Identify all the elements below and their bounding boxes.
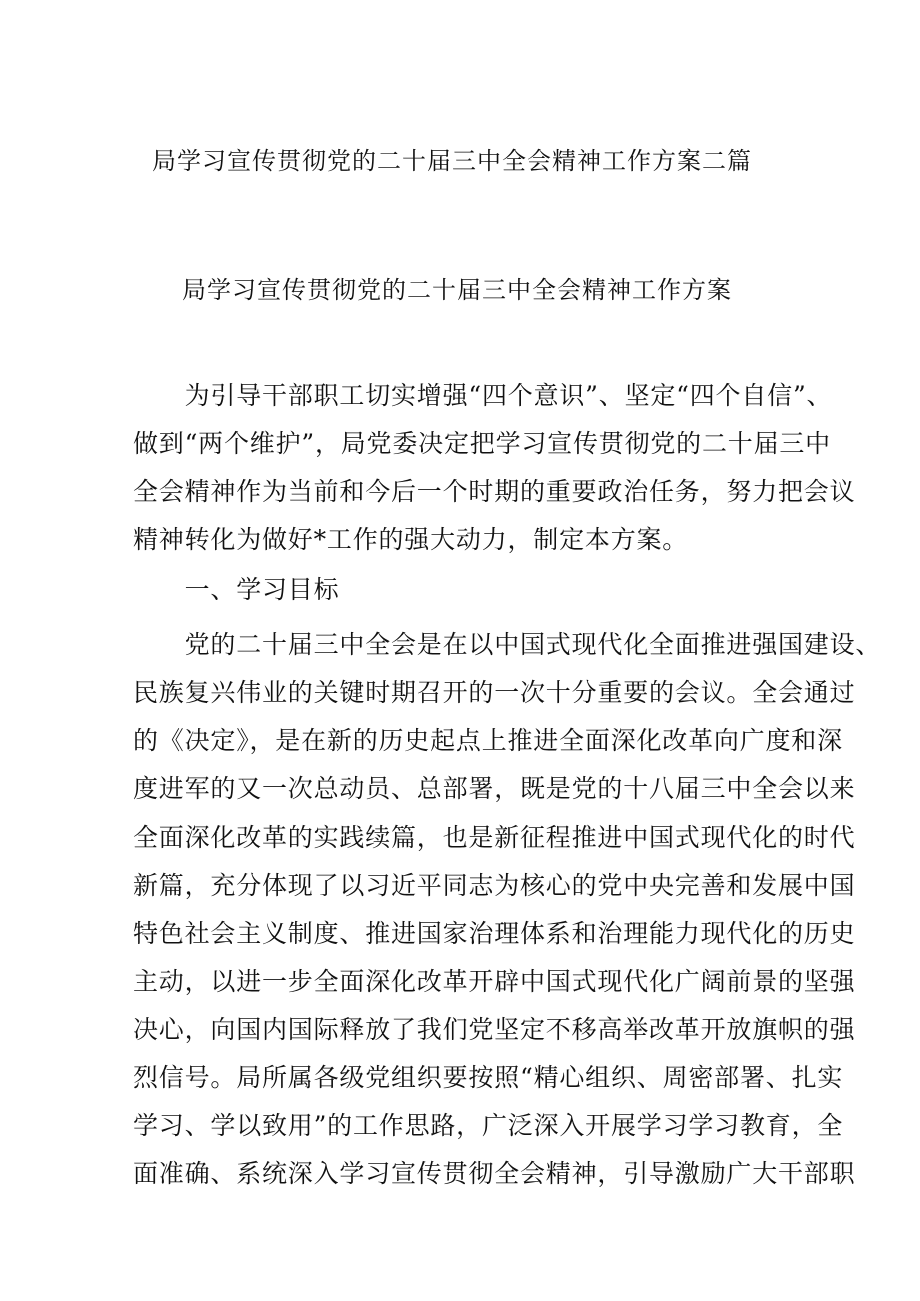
body-line: 党的二十届三中全会是在以中国式现代化全面推进强国建设、: [133, 630, 882, 659]
body-line: 全会精神作为当前和今后一个时期的重要政治任务，努力把会议: [133, 477, 856, 506]
document-subtitle: 局学习宣传贯彻党的二十届三中全会精神工作方案: [182, 276, 732, 304]
body-line: 精神转化为做好*工作的强大动力，制定本方案。: [133, 525, 689, 554]
body-line: 的《决定》，是在新的历史起点上推进全面深化改革向广度和深: [133, 726, 843, 755]
body-line: 新篇，充分体现了以习近平同志为核心的党中央完善和发展中国: [133, 871, 856, 900]
section-heading: 一、学习目标: [133, 575, 340, 604]
body-line: 为引导干部职工切实增强“四个意识”、坚定“四个自信”、: [133, 381, 833, 410]
body-line: 度进军的又一次总动员、总部署，既是党的十八届三中全会以来: [133, 774, 856, 803]
body-line: 做到“两个维护”，局党委决定把学习宣传贯彻党的二十届三中: [133, 429, 831, 458]
body-line: 特色社会主义制度、推进国家治理体系和治理能力现代化的历史: [133, 919, 856, 948]
body-line: 民族复兴伟业的关键时期召开的一次十分重要的会议。全会通过: [133, 678, 856, 707]
document-title: 局学习宣传贯彻党的二十届三中全会精神工作方案二篇: [152, 147, 752, 175]
body-line: 烈信号。局所属各级党组织要按照“精心组织、周密部署、扎实: [133, 1063, 844, 1092]
body-line: 学习、学以致用”的工作思路，广泛深入开展学习学习教育，全: [133, 1111, 844, 1140]
body-line: 决心，向国内国际释放了我们党坚定不移高举改革开放旗帜的强: [133, 1015, 856, 1044]
body-line: 全面深化改革的实践续篇，也是新征程推进中国式现代化的时代: [133, 823, 856, 852]
body-line: 主动，以进一步全面深化改革开辟中国式现代化广阔前景的坚强: [133, 967, 856, 996]
body-line: 面准确、系统深入学习宣传贯彻全会精神，引导激励广大干部职: [133, 1159, 856, 1188]
